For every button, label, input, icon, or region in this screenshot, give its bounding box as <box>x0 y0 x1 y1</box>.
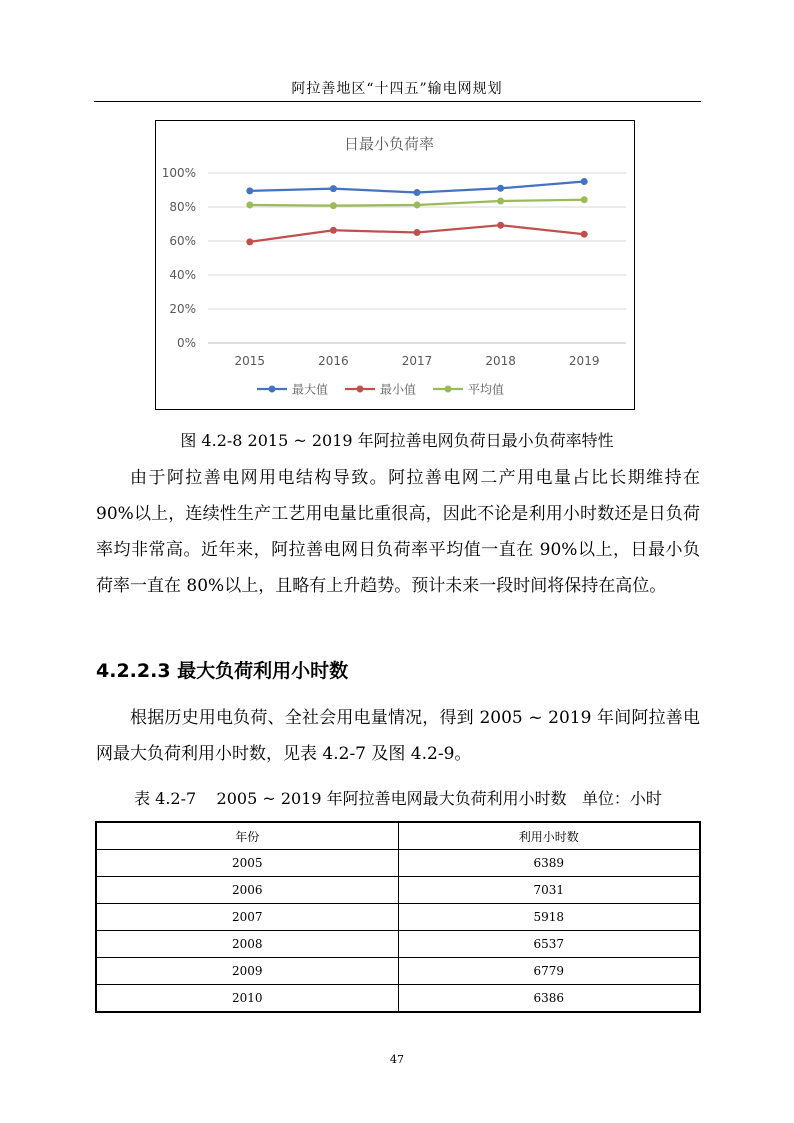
line-chart <box>156 121 634 409</box>
legend-marker <box>269 386 276 393</box>
x-tick-label: 2019 <box>568 354 600 368</box>
figure-caption: 图 4.2-8 2015 ~ 2019 年阿拉善电网负荷日最小负荷率特性 <box>180 431 614 450</box>
data-point <box>246 187 253 194</box>
cell-hours: 6386 <box>398 985 700 1013</box>
data-point <box>414 189 421 196</box>
table-row <box>96 931 700 958</box>
data-point <box>246 238 253 245</box>
cell-year: 2010 <box>96 985 398 1013</box>
legend-marker <box>445 386 452 393</box>
data-point <box>330 227 337 234</box>
cell-hours: 6779 <box>398 958 700 985</box>
table-row <box>96 958 700 985</box>
chart-title: 日最小负荷率 <box>343 135 435 153</box>
table-header-row <box>96 822 700 850</box>
legend-label: 平均值 <box>468 382 505 397</box>
data-point <box>497 198 504 205</box>
cell-year: 2007 <box>96 904 398 931</box>
cell-hours: 7031 <box>398 877 700 904</box>
cell-hours: 6389 <box>398 850 700 877</box>
table-row <box>96 904 700 931</box>
utilization-hours-table <box>95 821 701 1013</box>
running-header-title: 阿拉善地区“十四五”输电网规划 <box>291 81 503 97</box>
x-tick-label: 2015 <box>234 354 266 368</box>
x-tick-label: 2017 <box>401 354 433 368</box>
table-row <box>96 850 700 877</box>
data-point <box>581 231 588 238</box>
data-point <box>497 185 504 192</box>
y-tick-label: 0% <box>176 336 196 350</box>
data-point <box>246 201 253 208</box>
table-row <box>96 985 700 1013</box>
y-tick-label: 20% <box>169 302 196 316</box>
y-tick-label: 100% <box>161 166 196 180</box>
cell-hours: 5918 <box>398 904 700 931</box>
data-point <box>581 178 588 185</box>
body-paragraph-1: 由于阿拉善电网用电结构导致。阿拉善电网二产用电量占比长期维持在 90%以上，连续性生产工艺用电量比重很高，因此不论是利用小时数还是日负荷率均非常高。近年来，阿拉善电网日负荷率平均值一直在 90%以上，日最小负荷率一直在 80%以上，且略有上升趋势。预计未来一段时间将保持在高位。 <box>96 468 700 596</box>
cell-year: 2006 <box>96 877 398 904</box>
data-point <box>581 196 588 203</box>
legend-label: 最大值 <box>292 382 329 397</box>
page-number: 47 <box>390 1053 404 1066</box>
data-point <box>330 202 337 209</box>
table-row <box>96 877 700 904</box>
y-tick-label: 80% <box>169 200 196 214</box>
header-hours: 利用小时数 <box>398 822 700 850</box>
data-point <box>330 185 337 192</box>
section-heading: 4.2.2.3 最大负荷利用小时数 <box>96 660 349 682</box>
y-tick-label: 40% <box>169 268 196 282</box>
data-point <box>414 229 421 236</box>
header-rule <box>94 101 701 102</box>
data-point <box>414 201 421 208</box>
legend-marker <box>357 386 364 393</box>
table-caption: 表 4.2-7 2005 ~ 2019 年阿拉善电网最大负荷利用小时数 单位：小时 <box>134 789 662 808</box>
cell-hours: 6537 <box>398 931 700 958</box>
chart-frame <box>155 120 635 410</box>
y-tick-label: 60% <box>169 234 196 248</box>
cell-year: 2009 <box>96 958 398 985</box>
data-point <box>497 222 504 229</box>
x-tick-label: 2016 <box>318 354 349 368</box>
cell-year: 2005 <box>96 850 398 877</box>
cell-year: 2008 <box>96 931 398 958</box>
body-paragraph-2: 根据历史用电负荷、全社会用电量情况，得到 2005 ~ 2019 年间阿拉善电网最大负荷利用小时数，见表 4.2-7 及图 4.2-9。 <box>96 708 700 764</box>
header-year: 年份 <box>96 822 398 850</box>
legend-label: 最小值 <box>380 382 417 397</box>
x-tick-label: 2018 <box>485 354 516 368</box>
